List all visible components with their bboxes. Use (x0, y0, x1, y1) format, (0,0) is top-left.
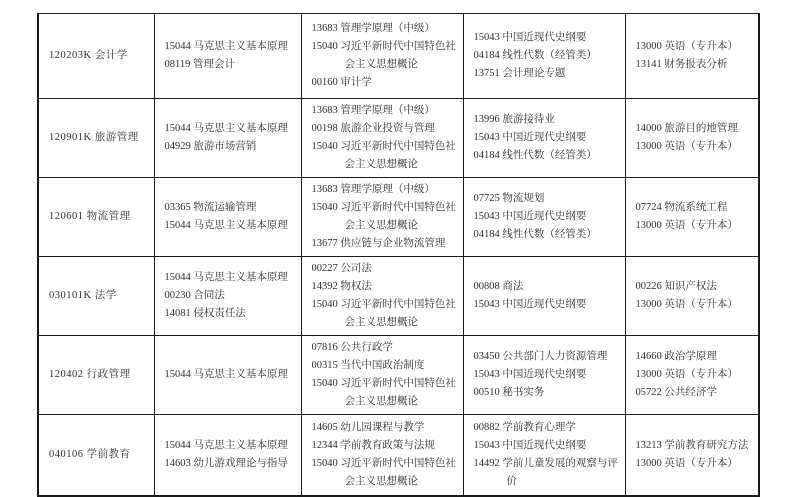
course-item: 15043 中国近现代史纲要 (473, 299, 587, 310)
course-item: 15040 习近平新时代中国特色社会主义思想概论 (311, 458, 456, 487)
course-item: 12344 学前教育政策与法规 (311, 440, 435, 451)
course-item: 13683 管理学原理（中级） (311, 23, 435, 34)
course-cell (463, 99, 625, 178)
course-item: 15044 马克思主义基本原理 (164, 369, 288, 380)
course-cell (301, 178, 463, 257)
major-cell: 120203K 会计学 (38, 14, 154, 99)
course-cell (625, 257, 759, 336)
course-cell (154, 336, 301, 415)
course-item: 13000 英语（专升本） (635, 458, 738, 469)
major-cell: 120601 物流管理 (38, 178, 154, 257)
course-item: 03365 物流运输管理 (164, 202, 257, 213)
course-item: 14392 物权法 (311, 281, 372, 292)
course-item: 07816 公共行政学 (311, 342, 393, 353)
course-item: 14660 政治学原理 (635, 351, 717, 362)
course-cell (154, 257, 301, 336)
course-item: 04929 旅游市场营销 (164, 141, 257, 152)
course-item: 13000 英语（专升本） (635, 220, 738, 231)
course-item: 13683 管理学原理（中级） (311, 184, 435, 195)
course-item: 14603 幼儿游戏理论与指导 (164, 458, 288, 469)
table-row (38, 415, 759, 497)
course-item: 14081 侵权责任法 (164, 308, 246, 319)
course-item: 14492 学前儿童发展的观察与评价 (473, 458, 618, 487)
course-item: 15040 习近平新时代中国特色社会主义思想概论 (311, 202, 456, 231)
course-item: 15040 习近平新时代中国特色社会主义思想概论 (311, 378, 456, 407)
course-item: 15043 中国近现代史纲要 (473, 32, 587, 43)
course-item: 13996 旅游接待业 (473, 114, 555, 125)
course-cell (463, 178, 625, 257)
course-item: 04184 线性代数（经管类） (473, 50, 597, 61)
course-cell (154, 99, 301, 178)
course-item: 00882 学前教育心理学 (473, 422, 576, 433)
major-cell: 040106 学前教育 (38, 415, 154, 497)
course-item: 00315 当代中国政治制度 (311, 360, 425, 371)
course-item: 15044 马克思主义基本原理 (164, 440, 288, 451)
course-item: 15040 习近平新时代中国特色社会主义思想概论 (311, 141, 456, 170)
table-row (38, 257, 759, 336)
course-item: 07725 物流规划 (473, 193, 545, 204)
course-cell (463, 257, 625, 336)
course-item: 15043 中国近现代史纲要 (473, 132, 587, 143)
course-cell (301, 99, 463, 178)
course-cell (301, 257, 463, 336)
course-cell (301, 336, 463, 415)
course-item: 00198 旅游企业投资与管理 (311, 123, 435, 134)
course-item: 07724 物流系统工程 (635, 202, 728, 213)
course-item: 00227 公司法 (311, 263, 372, 274)
course-item: 00808 商法 (473, 281, 524, 292)
course-cell (301, 14, 463, 99)
course-cell (463, 415, 625, 497)
course-cell (154, 415, 301, 497)
course-item: 00230 合同法 (164, 290, 225, 301)
course-cell (625, 415, 759, 497)
course-cell (154, 178, 301, 257)
course-item: 13677 供应链与企业物流管理 (311, 238, 446, 249)
course-item: 13000 英语（专升本） (635, 41, 738, 52)
course-item: 00226 知识产权法 (635, 281, 717, 292)
course-cell (154, 14, 301, 99)
course-item: 15044 马克思主义基本原理 (164, 272, 288, 283)
course-cell (625, 99, 759, 178)
course-cell (625, 336, 759, 415)
course-cell (463, 336, 625, 415)
course-item: 15040 习近平新时代中国特色社会主义思想概论 (311, 299, 456, 328)
table-row (38, 14, 759, 99)
exam-course-table (37, 13, 760, 497)
course-item: 15044 马克思主义基本原理 (164, 123, 288, 134)
course-item: 13000 英语（专升本） (635, 369, 738, 380)
course-item: 15044 马克思主义基本原理 (164, 41, 288, 52)
course-item: 00160 审计学 (311, 77, 372, 88)
course-item: 13683 管理学原理（中级） (311, 105, 435, 116)
course-item: 13000 英语（专升本） (635, 141, 738, 152)
major-cell: 030101K 法学 (38, 257, 154, 336)
course-item: 15043 中国近现代史纲要 (473, 440, 587, 451)
course-item: 13000 英语（专升本） (635, 299, 738, 310)
table-row (38, 99, 759, 178)
course-item: 03450 公共部门人力资源管理 (473, 351, 608, 362)
course-item: 08119 管理会计 (164, 59, 235, 70)
course-item: 05722 公共经济学 (635, 387, 717, 398)
major-cell: 120402 行政管理 (38, 336, 154, 415)
course-item: 15044 马克思主义基本原理 (164, 220, 288, 231)
course-item: 13213 学前教育研究方法 (635, 440, 749, 451)
course-item: 15043 中国近现代史纲要 (473, 369, 587, 380)
course-item: 14000 旅游目的地管理 (635, 123, 738, 134)
table-row (38, 178, 759, 257)
table-row (38, 336, 759, 415)
course-table-body (38, 14, 759, 497)
course-cell (625, 14, 759, 99)
course-item: 13751 会计理论专题 (473, 68, 566, 79)
course-cell (463, 14, 625, 99)
course-item: 15040 习近平新时代中国特色社会主义思想概论 (311, 41, 456, 70)
course-cell (301, 415, 463, 497)
course-item: 14605 幼儿园课程与教学 (311, 422, 425, 433)
course-item: 13141 财务报表分析 (635, 59, 728, 70)
course-item: 00510 秘书实务 (473, 387, 545, 398)
course-item: 04184 线性代数（经管类） (473, 229, 597, 240)
major-cell: 120901K 旅游管理 (38, 99, 154, 178)
course-item: 15043 中国近现代史纲要 (473, 211, 587, 222)
course-item: 04184 线性代数（经管类） (473, 150, 597, 161)
course-cell (625, 178, 759, 257)
